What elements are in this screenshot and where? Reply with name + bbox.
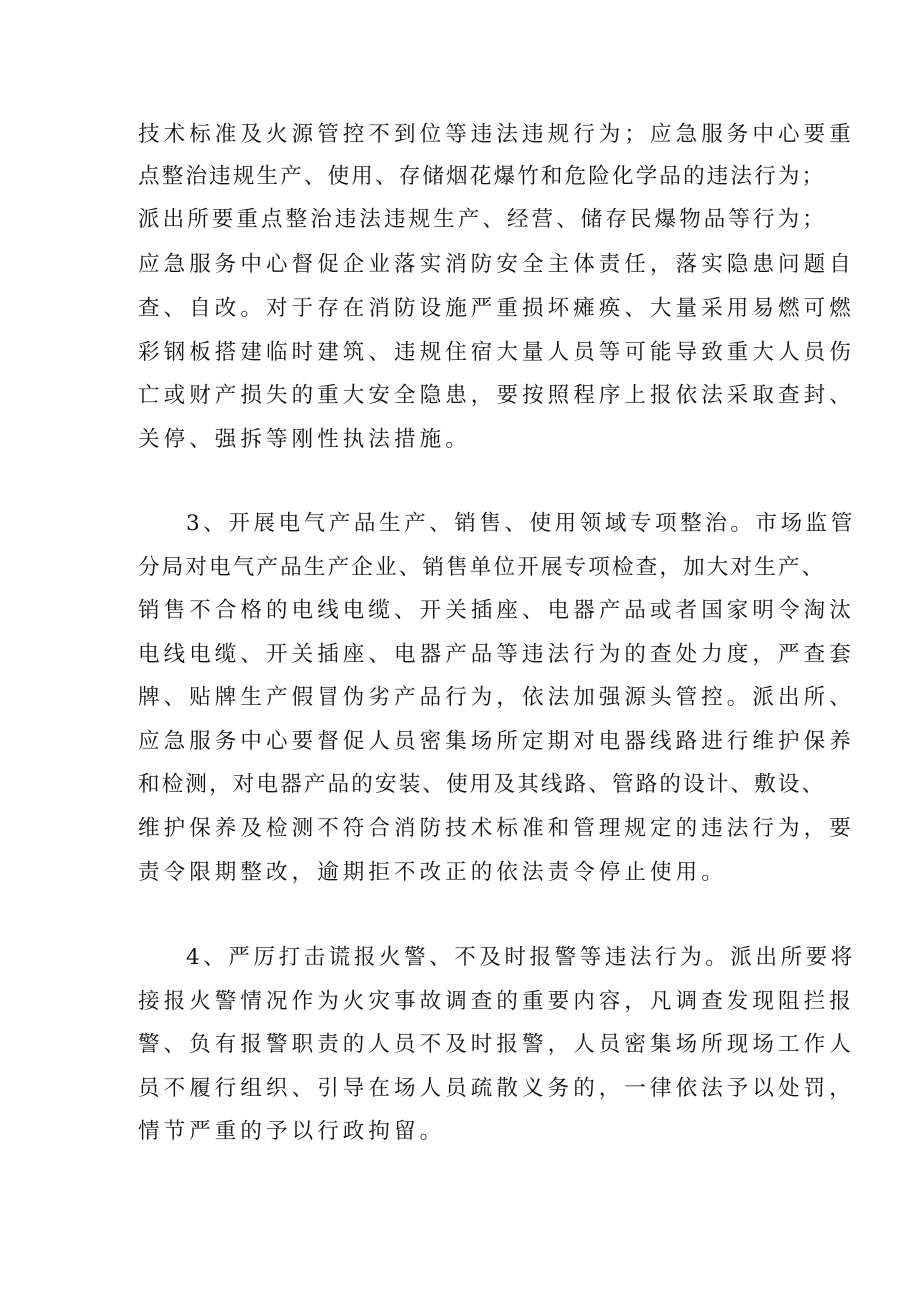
text-line [0, 333, 920, 373]
text-line [0, 982, 920, 1022]
text-line-content: 技术标准及火源管控不到位等违法违规行为；应急服务中心要重 [138, 122, 855, 147]
text-line [0, 115, 920, 155]
text-line [0, 376, 920, 416]
text-line [0, 157, 920, 197]
text-line-content: 牌、贴牌生产假冒伪劣产品行为，依法加强源头管控。派出所、 [138, 685, 855, 710]
text-line-content: 4、严厉打击谎报火警、不及时报警等违法行为。派出所要将 [186, 945, 856, 970]
text-line-content: 3、开展电气产品生产、销售、使用领域专项整治。市场监管 [186, 511, 856, 536]
text-line-content: 责令限期整改，逾期拒不改正的依法责令停止使用。 [138, 860, 727, 885]
text-line-content: 分局对电气产品生产企业、销售单位开展专项检查，加大对生产、 [138, 555, 826, 580]
text-line [0, 765, 920, 805]
text-line-content: 接报火警情况作为火灾事故调查的重要内容，凡调查发现阻拦报 [138, 989, 855, 1014]
text-line [0, 420, 920, 460]
text-line [0, 938, 920, 978]
text-line [0, 809, 920, 849]
text-line-content: 员不履行组织、引导在场人员疏散义务的，一律依法予以处罚， [138, 1076, 855, 1101]
text-line [0, 548, 920, 588]
text-line [0, 289, 920, 329]
text-line-content: 查、自改。对于存在消防设施严重损坏瘫痪、大量采用易燃可燃 [138, 296, 855, 321]
text-line-content: 电线电缆、开关插座、电器产品等违法行为的查处力度，严查套 [138, 642, 855, 667]
text-line [0, 635, 920, 675]
text-line [0, 722, 920, 762]
text-line-content: 和检测，对电器产品的安装、使用及其线路、管路的设计、敷设、 [138, 772, 826, 797]
text-line [0, 245, 920, 285]
text-line [0, 591, 920, 631]
text-line [0, 200, 920, 240]
text-line [0, 853, 920, 893]
text-line-content: 应急服务中心督促企业落实消防安全主体责任，落实隐患问题自 [138, 252, 855, 277]
text-line-content: 点整治违规生产、使用、存储烟花爆竹和危险化学品的违法行为； [138, 164, 826, 189]
text-line-content: 亡或财产损失的重大安全隐患，要按照程序上报依法采取查封、 [138, 383, 855, 408]
text-line-content: 关停、强拆等刚性执法措施。 [138, 427, 471, 452]
text-line-content: 销售不合格的电线电缆、开关插座、电器产品或者国家明令淘汰 [138, 598, 855, 623]
text-line-content: 警、负有报警职责的人员不及时报警，人员密集场所现场工作人 [138, 1032, 855, 1057]
text-line [0, 504, 920, 544]
text-line-content: 情节严重的予以行政拘留。 [138, 1119, 446, 1144]
text-line [0, 1025, 920, 1065]
text-line [0, 678, 920, 718]
text-line-content: 应急服务中心要督促人员密集场所定期对电器线路进行维护保养 [138, 729, 855, 754]
text-line-content: 维护保养及检测不符合消防技术标准和管理规定的违法行为，要 [138, 816, 855, 841]
text-line [0, 1112, 920, 1152]
text-line-content: 派出所要重点整治违法违规生产、经营、储存民爆物品等行为； [138, 207, 827, 232]
text-line [0, 1069, 920, 1109]
text-line-content: 彩钢板搭建临时建筑、违规住宿大量人员等可能导致重大人员伤 [138, 340, 855, 365]
